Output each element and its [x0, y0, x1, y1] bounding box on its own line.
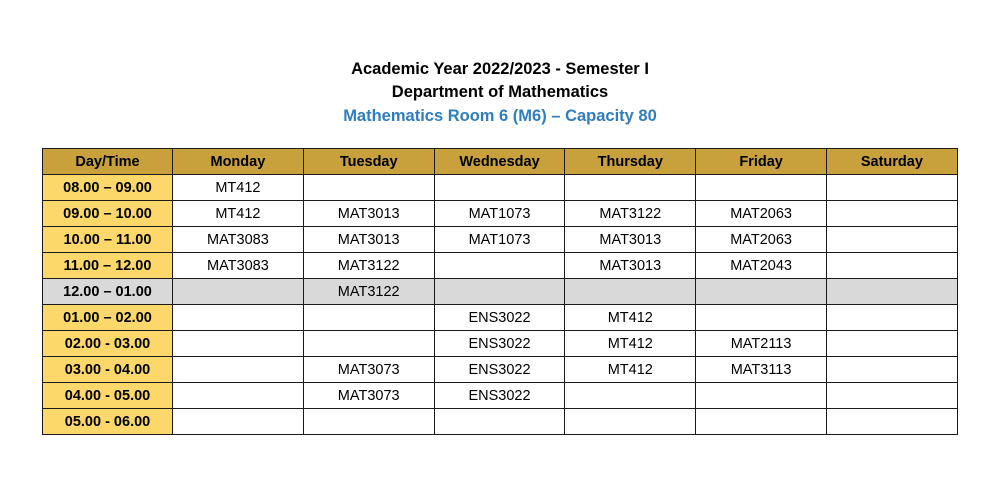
time-slot: 03.00 - 04.00 [43, 357, 173, 383]
schedule-cell [696, 383, 827, 409]
schedule-cell: MT412 [173, 201, 304, 227]
schedule-cell [826, 357, 957, 383]
time-slot: 04.00 - 05.00 [43, 383, 173, 409]
schedule-cell [434, 409, 565, 435]
schedule-cell [565, 383, 696, 409]
schedule-cell: MAT2113 [696, 331, 827, 357]
schedule-cell [565, 409, 696, 435]
table-row [43, 253, 958, 279]
schedule-cell [173, 331, 304, 357]
schedule-cell [696, 409, 827, 435]
schedule-cell: ENS3022 [434, 331, 565, 357]
table-row [43, 357, 958, 383]
schedule-cell [303, 175, 434, 201]
schedule-cell [826, 409, 957, 435]
table-row-break [43, 279, 958, 305]
department-heading: Department of Mathematics [391, 83, 609, 101]
schedule-cell [434, 279, 565, 305]
column-header-saturday: Saturday [826, 149, 957, 175]
column-header-tuesday: Tuesday [303, 149, 434, 175]
schedule-cell: MT412 [173, 175, 304, 201]
schedule-cell [173, 409, 304, 435]
schedule-cell [434, 175, 565, 201]
time-slot: 01.00 – 02.00 [43, 305, 173, 331]
time-slot: 05.00 - 06.00 [43, 409, 173, 435]
table-row [43, 175, 958, 201]
schedule-cell: MAT1073 [434, 201, 565, 227]
time-slot: 12.00 – 01.00 [43, 279, 173, 305]
schedule-cell: MAT3073 [303, 383, 434, 409]
time-slot: 09.00 – 10.00 [43, 201, 173, 227]
schedule-cell: ENS3022 [434, 305, 565, 331]
column-header-wednesday: Wednesday [434, 149, 565, 175]
schedule-cell [303, 409, 434, 435]
schedule-cell [173, 357, 304, 383]
table-row [43, 201, 958, 227]
time-slot: 10.00 – 11.00 [43, 227, 173, 253]
schedule-cell: MAT2063 [696, 201, 827, 227]
schedule-cell [826, 201, 957, 227]
academic-year-heading: Academic Year 2022/2023 - Semester I [351, 60, 649, 78]
table-row [43, 227, 958, 253]
table-row [43, 409, 958, 435]
schedule-cell: MAT3083 [173, 227, 304, 253]
schedule-cell: ENS3022 [434, 357, 565, 383]
schedule-cell: MAT3083 [173, 253, 304, 279]
time-slot: 02.00 - 03.00 [43, 331, 173, 357]
schedule-cell [696, 175, 827, 201]
schedule-cell: MAT3122 [303, 279, 434, 305]
schedule-cell [826, 383, 957, 409]
schedule-cell: ENS3022 [434, 383, 565, 409]
schedule-cell [826, 279, 957, 305]
schedule-cell: MAT3073 [303, 357, 434, 383]
time-slot: 11.00 – 12.00 [43, 253, 173, 279]
table-row [43, 383, 958, 409]
column-header-day-time: Day/Time [43, 149, 173, 175]
schedule-cell: MT412 [565, 305, 696, 331]
schedule-cell [826, 175, 957, 201]
schedule-cell [696, 279, 827, 305]
table-row [43, 305, 958, 331]
schedule-cell: MAT3013 [303, 227, 434, 253]
schedule-cell [434, 253, 565, 279]
schedule-cell [696, 305, 827, 331]
schedule-cell [303, 305, 434, 331]
schedule-cell: MAT3013 [303, 201, 434, 227]
schedule-cell: MAT1073 [434, 227, 565, 253]
schedule-cell [173, 305, 304, 331]
schedule-cell: MAT3013 [565, 227, 696, 253]
schedule-cell: MAT3013 [565, 253, 696, 279]
schedule-cell: MT412 [565, 331, 696, 357]
schedule-cell: MAT3122 [303, 253, 434, 279]
schedule-cell [565, 279, 696, 305]
time-slot: 08.00 – 09.00 [43, 175, 173, 201]
schedule-cell [173, 383, 304, 409]
schedule-cell: MAT2043 [696, 253, 827, 279]
timetable [42, 148, 958, 435]
schedule-cell [826, 331, 957, 357]
schedule-cell: MAT2063 [696, 227, 827, 253]
room-capacity-heading: Mathematics Room 6 (M6) – Capacity 80 [343, 107, 657, 125]
column-header-friday: Friday [696, 149, 827, 175]
schedule-cell [826, 305, 957, 331]
schedule-cell: MAT3113 [696, 357, 827, 383]
schedule-cell [826, 253, 957, 279]
schedule-cell: MT412 [565, 357, 696, 383]
header-row [43, 149, 958, 175]
table-row [43, 331, 958, 357]
schedule-cell [565, 175, 696, 201]
column-header-thursday: Thursday [565, 149, 696, 175]
schedule-cell [826, 227, 957, 253]
schedule-cell [173, 279, 304, 305]
schedule-cell [303, 331, 434, 357]
schedule-cell: MAT3122 [565, 201, 696, 227]
column-header-monday: Monday [173, 149, 304, 175]
